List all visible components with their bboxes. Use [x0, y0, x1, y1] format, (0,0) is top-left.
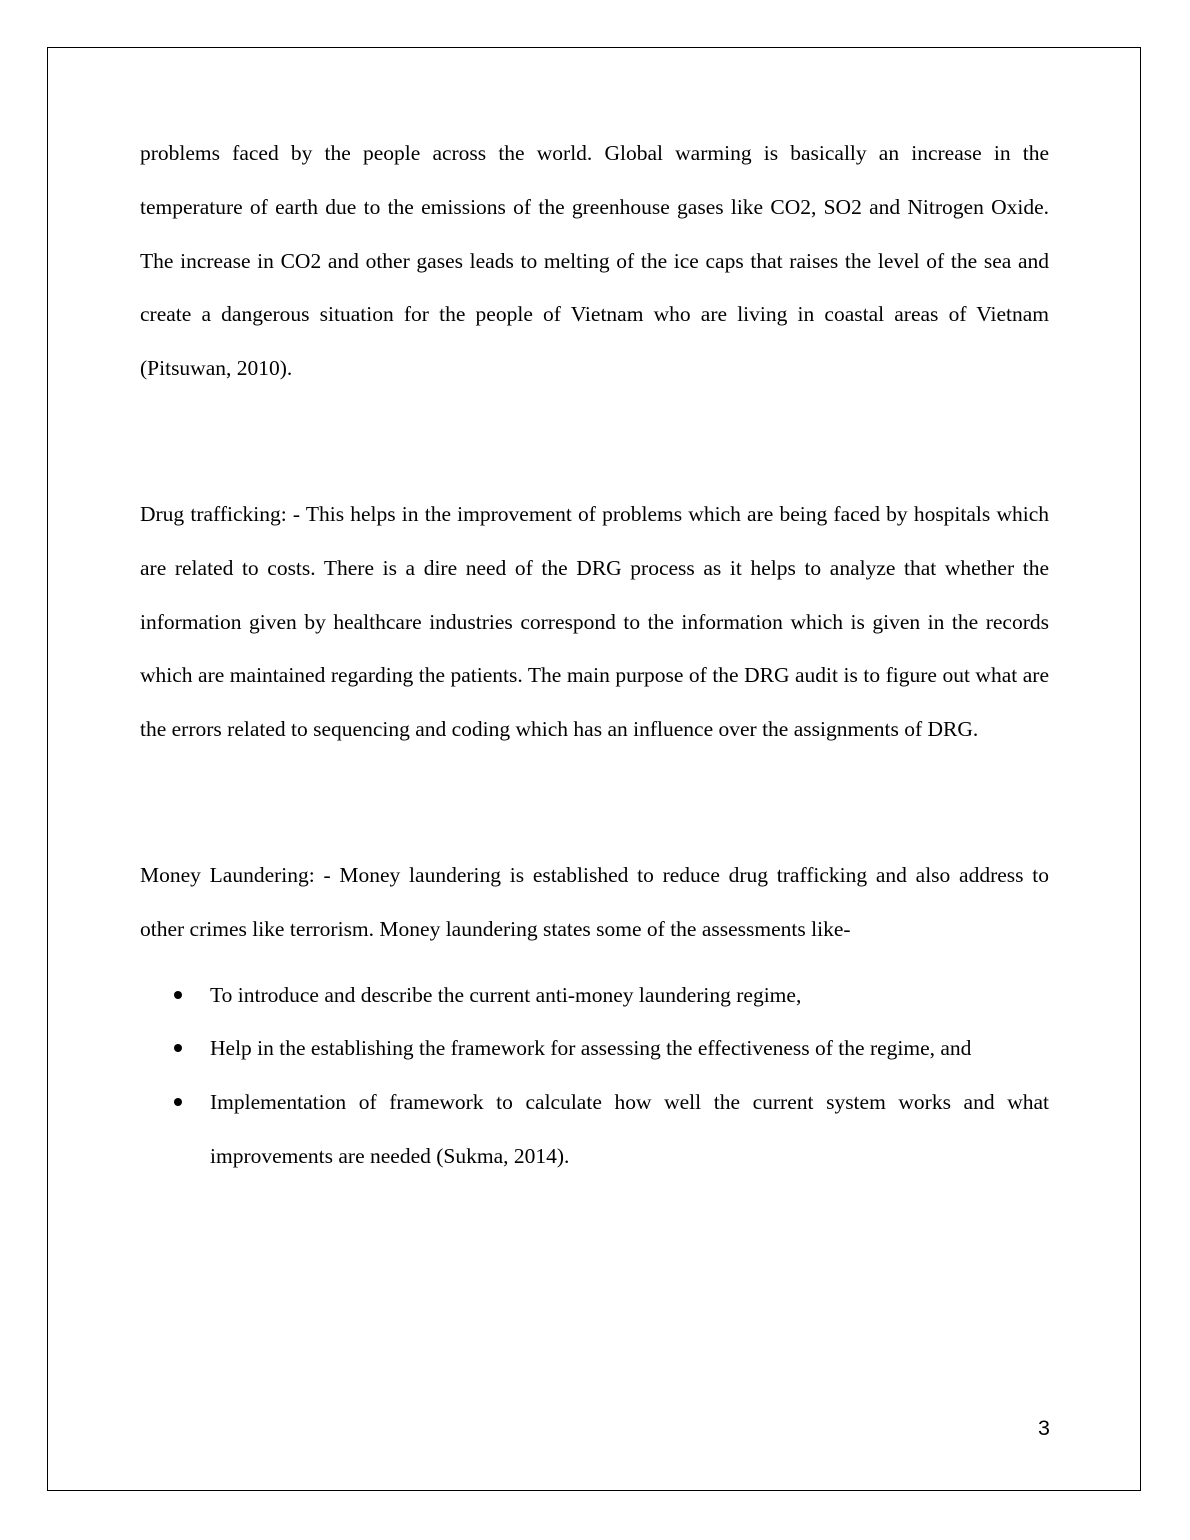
list-item	[210, 1076, 1049, 1184]
paragraph-spacer	[140, 396, 1049, 488]
bullet-icon	[174, 991, 182, 999]
paragraph-spacer	[140, 757, 1049, 849]
page-number: 3	[1038, 1416, 1050, 1440]
bullet-icon	[174, 1098, 182, 1106]
document-body	[140, 127, 1049, 1184]
bullet-icon	[174, 1044, 182, 1052]
assessment-bullet-list	[140, 969, 1049, 1184]
paragraph-drug-trafficking: Drug trafficking: - This helps in the improvement of problems which are being faced by hospitals which are related to costs. There is a dire need of the DRG process as it helps to analyze that whether the information given by healthcare industries correspond to the information which is given in the records which are maintained regarding the patients. The main purpose of the DRG audit is to figure out what are the errors related to sequencing and coding which has an influence over the assignments of DRG.	[140, 501, 1049, 742]
list-item	[210, 1022, 1049, 1076]
paragraph-global-warming: problems faced by the people across the world. Global warming is basically an increase in the temperature of earth due to the emissions of the greenhouse gases like CO2, SO2 and Nitrogen Oxide. The increase in CO2 and other gases leads to melting of the ice caps that raises the level of the sea and create a dangerous situation for the people of Vietnam who are living in coastal areas of Vietnam (Pitsuwan, 2010).	[140, 141, 1049, 381]
list-item-text: To introduce and describe the current anti-money laundering regime,	[210, 982, 802, 1007]
paragraph-money-laundering: Money Laundering: - Money laundering is established to reduce drug trafficking and also address to other crimes like terrorism. Money laundering states some of the assessments like-	[140, 862, 1049, 941]
list-item-text: Implementation of framework to calculate how well the current system works and what improvements are needed (Sukma, 2014).	[210, 1090, 1049, 1168]
list-item	[210, 969, 1049, 1023]
list-item-text: Help in the establishing the framework for assessing the effectiveness of the regime, and	[210, 1036, 972, 1061]
